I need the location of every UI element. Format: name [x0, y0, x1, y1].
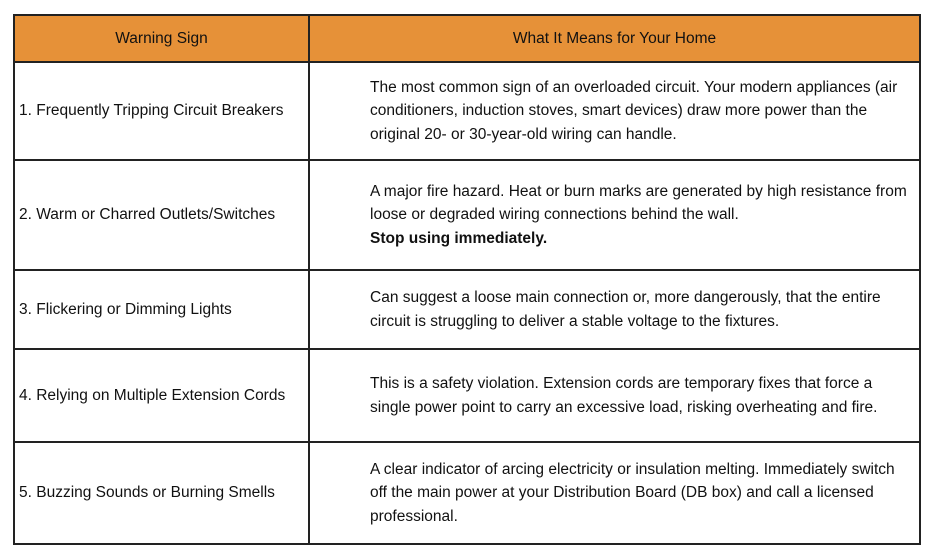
- header-warning-sign: Warning Sign: [14, 15, 309, 62]
- header-meaning: What It Means for Your Home: [309, 15, 920, 62]
- meaning-cell: [309, 442, 920, 544]
- warning-sign-cell: 4. Relying on Multiple Extension Cords: [14, 349, 309, 442]
- meaning-text: The most common sign of an overloaded circuit. Your modern appliances (air conditioners, induction stoves, smart devices) draw more power than the original 20- or 30-year-old wiring can handle.: [370, 78, 898, 143]
- meaning-text: A major fire hazard. Heat or burn marks are generated by high resistance from loose or degraded wiring connections behind the wall.: [370, 182, 907, 224]
- header-row: [14, 15, 920, 62]
- meaning-cell: [309, 160, 920, 270]
- warning-sign-cell: 3. Flickering or Dimming Lights: [14, 270, 309, 349]
- meaning-text: This is a safety violation. Extension cords are temporary fixes that force a single power point to carry an excessive load, risking overheating and fire.: [370, 375, 878, 416]
- meaning-text: A clear indicator of arcing electricity or insulation melting. Immediately switch off the main power at your Distribution Board (DB box) and call a licensed professional.: [370, 460, 895, 525]
- warning-signs-table: [13, 14, 921, 545]
- meaning-cell: [309, 349, 920, 442]
- table-row: [14, 270, 920, 349]
- table-row: [14, 349, 920, 442]
- table-row: [14, 442, 920, 544]
- meaning-cell: [309, 270, 920, 349]
- meaning-text: Can suggest a loose main connection or, more dangerously, that the entire circuit is struggling to deliver a stable voltage to the fixtures.: [370, 289, 881, 330]
- meaning-bold-text: Stop using immediately.: [370, 229, 548, 247]
- warning-sign-cell: 2. Warm or Charred Outlets/Switches: [14, 160, 309, 270]
- table-row: [14, 62, 920, 160]
- table-row: [14, 160, 920, 270]
- meaning-cell: [309, 62, 920, 160]
- warning-sign-cell: 1. Frequently Tripping Circuit Breakers: [14, 62, 309, 160]
- warning-sign-cell: 5. Buzzing Sounds or Burning Smells: [14, 442, 309, 544]
